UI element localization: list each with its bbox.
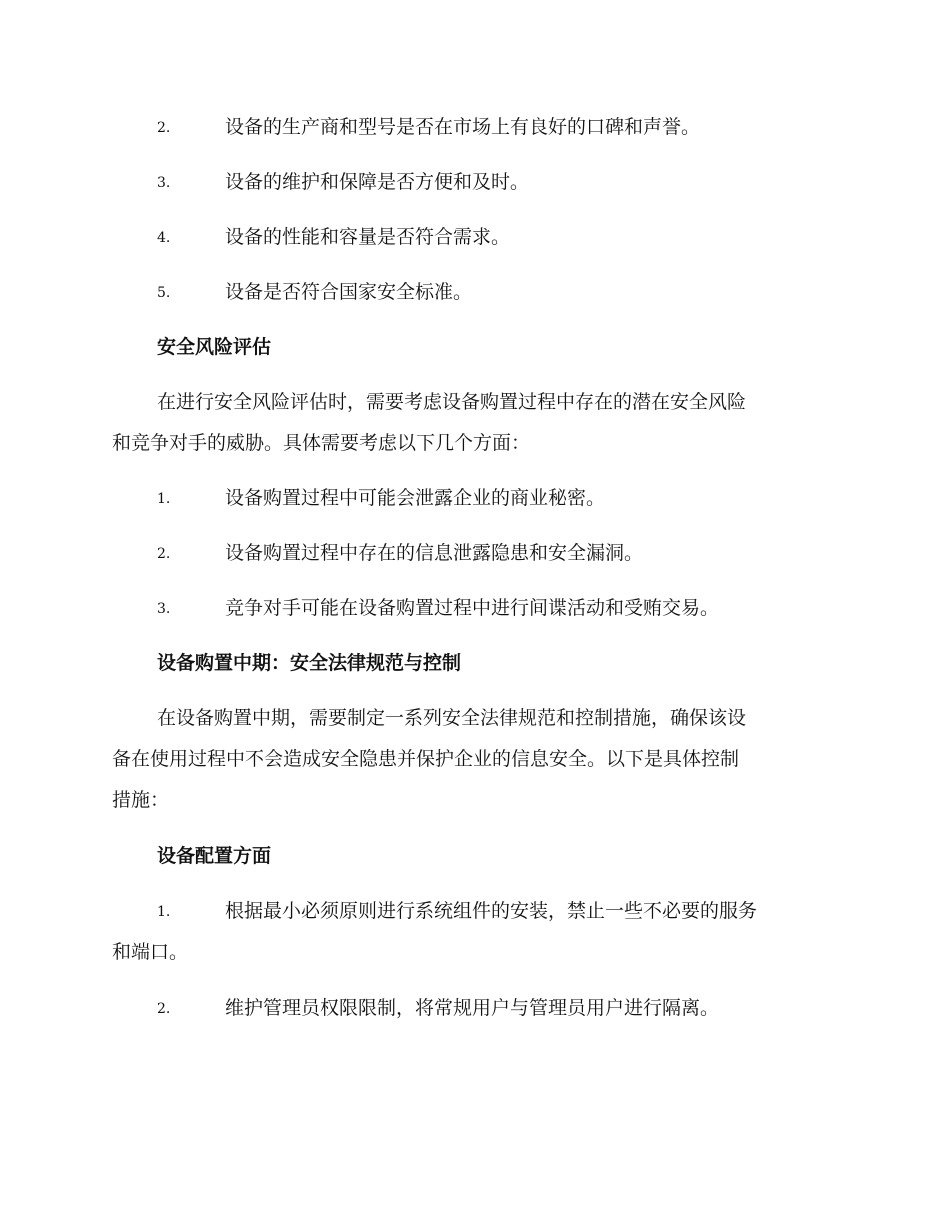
list-number: 3. (157, 175, 171, 191)
paragraph-line: 在设备购置中期，需要制定一系列安全法律规范和控制措施，确保该设 (157, 707, 747, 729)
list-number: 1. (157, 491, 171, 507)
paragraph-line: 措施： (112, 789, 170, 811)
list-text-continuation: 和端口。 (112, 941, 189, 963)
list-number: 3. (157, 601, 171, 617)
list-text: 设备购置过程中存在的信息泄露隐患和安全漏洞。 (225, 542, 644, 564)
paragraph-line: 和竞争对手的威胁。具体需要考虑以下几个方面： (112, 432, 531, 454)
list-text: 设备的生产商和型号是否在市场上有良好的口碑和声誉。 (225, 116, 701, 138)
list-text: 设备购置过程中可能会泄露企业的商业秘密。 (225, 487, 606, 509)
list-text: 维护管理员权限限制，将常规用户与管理员用户进行隔离。 (225, 997, 720, 1019)
list-text: 设备是否符合国家安全标准。 (225, 281, 473, 303)
list-number: 2. (157, 546, 171, 562)
list-number: 4. (157, 230, 171, 246)
paragraph-line: 在进行安全风险评估时，需要考虑设备购置过程中存在的潜在安全风险 (157, 391, 747, 413)
section-heading-config: 设备配置方面 (157, 845, 272, 867)
list-text: 竞争对手可能在设备购置过程中进行间谍活动和受贿交易。 (225, 597, 720, 619)
list-text: 根据最小必须原则进行系统组件的安装，禁止一些不必要的服务 (225, 900, 758, 922)
list-text: 设备的维护和保障是否方便和及时。 (225, 171, 530, 193)
paragraph-line: 备在使用过程中不会造成安全隐患并保护企业的信息安全。以下是具体控制 (112, 748, 740, 770)
list-number: 1. (157, 904, 171, 920)
list-number: 2. (157, 1001, 171, 1017)
section-heading-mid: 设备购置中期：安全法律规范与控制 (157, 652, 462, 674)
list-number: 5. (157, 285, 171, 301)
section-heading-risk: 安全风险评估 (157, 336, 272, 358)
list-text: 设备的性能和容量是否符合需求。 (225, 226, 511, 248)
list-number: 2. (157, 120, 171, 136)
